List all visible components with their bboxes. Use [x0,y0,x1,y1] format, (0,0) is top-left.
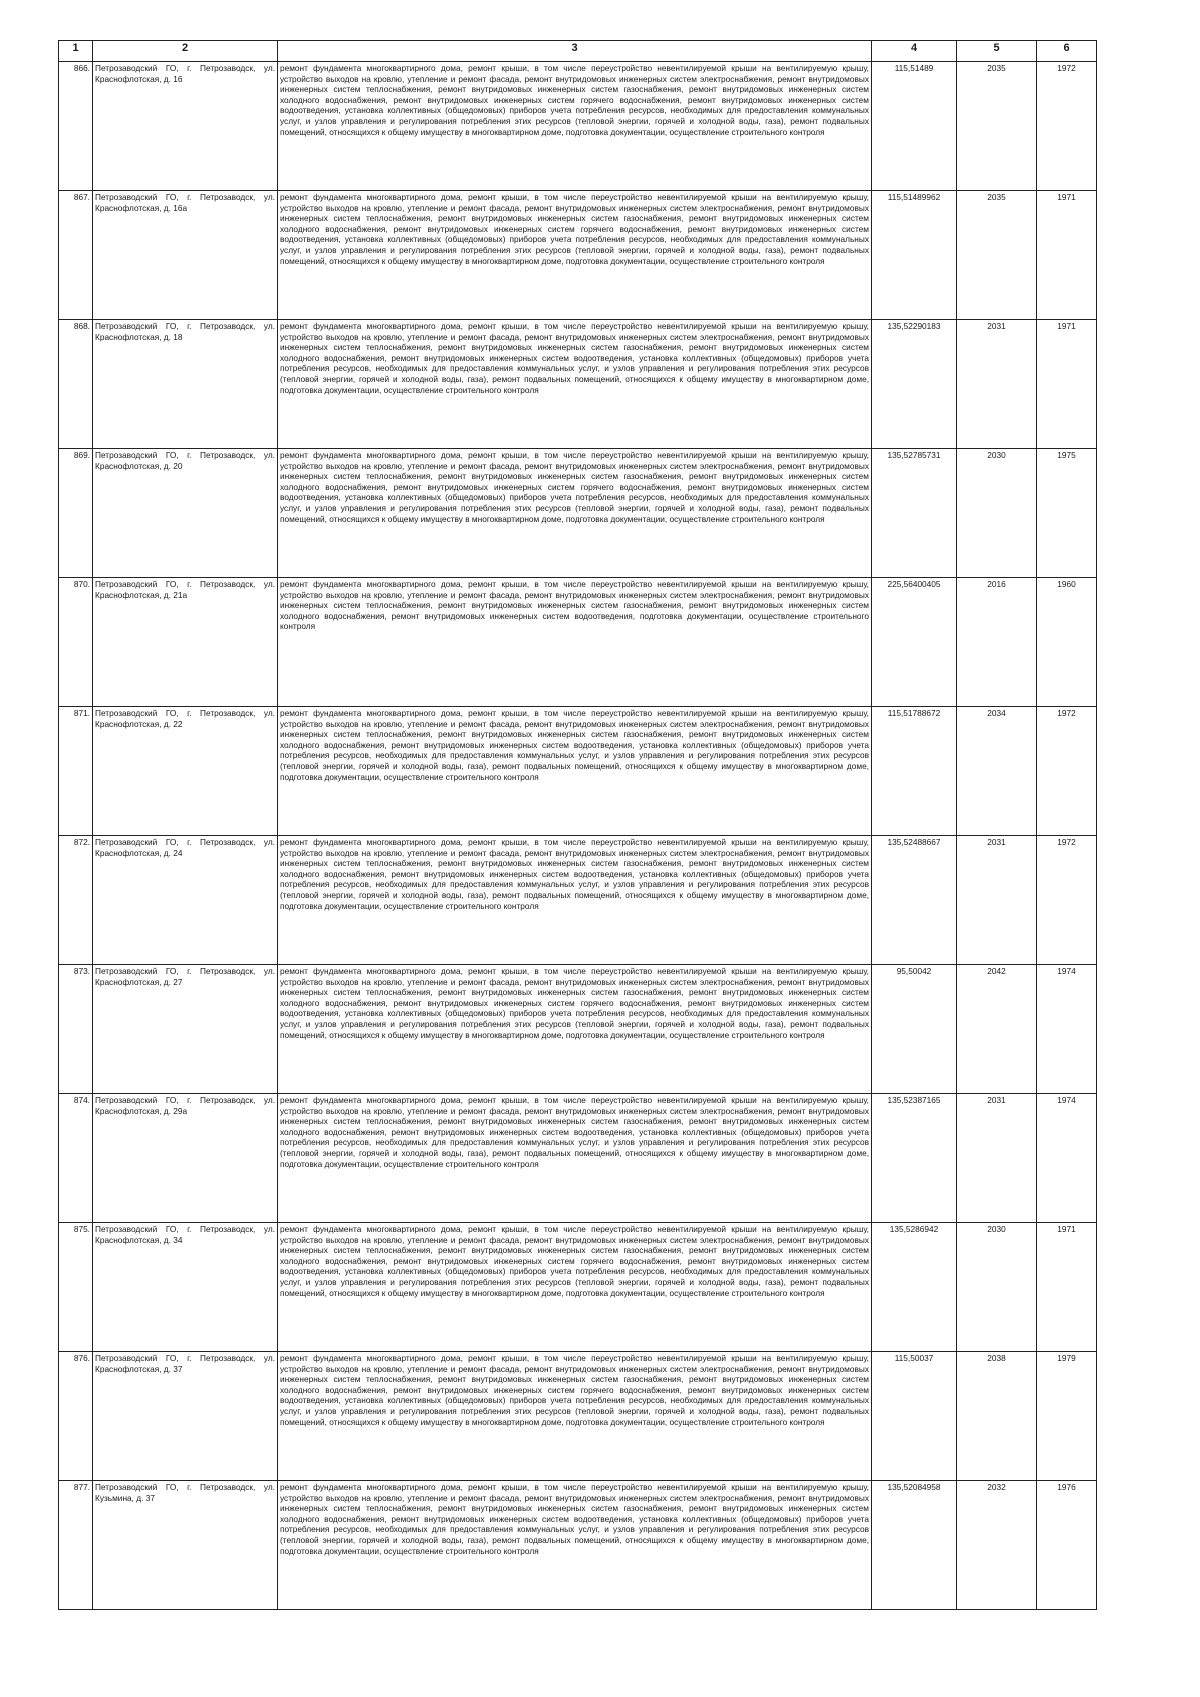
table-row [59,1223,1097,1352]
cost-cell: 225,56400405 [872,578,957,707]
cost-cell: 135,5286942 [872,1223,957,1352]
cost-cell: 135,52488667 [872,836,957,965]
col-header-3: 3 [278,41,872,62]
row-number: 868. [59,320,93,449]
col-header-1: 1 [59,41,93,62]
works-cell: ремонт фундамента многоквартирного дома, ремонт крыши, в том числе переустройство невентилируемой крыши на вентилируемую крышу, устройство выходов на кровлю, утепление и ремонт фасада, ремонт внутридомовых инженерных систем электроснабжения, ремонт внутридомовых инженерных систем теплоснабжения, ремонт внутридомовых инженерных систем газоснабжения, ремонт внутридомовых инженерных систем холодного водоснабжения, ремонт внутридомовых инженерных систем водоотведения, установка коллективных (общедомовых) приборов учета потребления ресурсов, необходимых для предоставления коммунальных услуг, и узлов управления и регулирования потребления этих ресурсов (тепловой энергии, горячей и холодной воды, газа), ремонт подвальных помещений, относящихся к общему имуществу в многоквартирном доме, подготовка документации, осуществление строительного контроля [278,836,872,965]
works-cell: ремонт фундамента многоквартирного дома, ремонт крыши, в том числе переустройство невентилируемой крыши на вентилируемую крышу, устройство выходов на кровлю, утепление и ремонт фасада, ремонт внутридомовых инженерных систем электроснабжения, ремонт внутридомовых инженерных систем теплоснабжения, ремонт внутридомовых инженерных систем газоснабжения, ремонт внутридомовых инженерных систем холодного водоснабжения, ремонт внутридомовых инженерных систем водоотведения, установка коллективных (общедомовых) приборов учета потребления ресурсов, необходимых для предоставления коммунальных услуг, и узлов управления и регулирования потребления этих ресурсов (тепловой энергии, горячей и холодной воды, газа), ремонт подвальных помещений, относящихся к общему имуществу в многоквартирном доме, подготовка документации, осуществление строительного контроля [278,320,872,449]
row-number: 873. [59,965,93,1094]
cost-cell: 115,51489 [872,62,957,191]
construction-year-cell: 1971 [1037,320,1097,449]
works-cell: ремонт фундамента многоквартирного дома, ремонт крыши, в том числе переустройство невентилируемой крыши на вентилируемую крышу, устройство выходов на кровлю, утепление и ремонт фасада, ремонт внутридомовых инженерных систем электроснабжения, ремонт внутридомовых инженерных систем теплоснабжения, ремонт внутридомовых инженерных систем газоснабжения, ремонт внутридомовых инженерных систем холодного водоснабжения, ремонт внутридомовых инженерных систем горячего водоснабжения, ремонт внутридомовых инженерных систем водоотведения, установка коллективных (общедомовых) приборов учета потребления ресурсов, необходимых для предоставления коммунальных услуг, и узлов управления и регулирования потребления этих ресурсов (тепловой энергии, горячей и холодной воды, газа), ремонт подвальных помещений, относящихся к общему имуществу в многоквартирном доме, подготовка документации, осуществление строительного контроля [278,965,872,1094]
cost-cell: 115,50037 [872,1352,957,1481]
table-row [59,1094,1097,1223]
table-row [59,1481,1097,1610]
address-cell: Петрозаводский ГО, г. Петрозаводск, ул. Краснофлотская, д. 16а [93,191,278,320]
cost-cell: 135,52387165 [872,1094,957,1223]
row-number: 876. [59,1352,93,1481]
construction-year-cell: 1976 [1037,1481,1097,1610]
row-number: 866. [59,62,93,191]
construction-year-cell: 1971 [1037,1223,1097,1352]
table-row [59,836,1097,965]
address-cell: Петрозаводский ГО, г. Петрозаводск, ул. Краснофлотская, д. 27 [93,965,278,1094]
construction-year-cell: 1975 [1037,449,1097,578]
planned-year-cell: 2034 [957,707,1037,836]
address-cell: Петрозаводский ГО, г. Петрозаводск, ул. Краснофлотская, д. 29а [93,1094,278,1223]
works-cell: ремонт фундамента многоквартирного дома, ремонт крыши, в том числе переустройство невентилируемой крыши на вентилируемую крышу, устройство выходов на кровлю, утепление и ремонт фасада, ремонт внутридомовых инженерных систем электроснабжения, ремонт внутридомовых инженерных систем теплоснабжения, ремонт внутридомовых инженерных систем газоснабжения, ремонт внутридомовых инженерных систем холодного водоснабжения, ремонт внутридомовых инженерных систем водоотведения, установка коллективных (общедомовых) приборов учета потребления ресурсов, необходимых для предоставления коммунальных услуг, и узлов управления и регулирования потребления этих ресурсов (тепловой энергии, горячей и холодной воды, газа), ремонт подвальных помещений, относящихся к общему имуществу в многоквартирном доме, подготовка документации, осуществление строительного контроля [278,1094,872,1223]
table-row [59,320,1097,449]
planned-year-cell: 2038 [957,1352,1037,1481]
construction-year-cell: 1972 [1037,836,1097,965]
address-cell: Петрозаводский ГО, г. Петрозаводск, ул. Краснофлотская, д. 24 [93,836,278,965]
row-number: 874. [59,1094,93,1223]
cost-cell: 115,51489962 [872,191,957,320]
repair-program-table [58,40,1097,1610]
planned-year-cell: 2035 [957,62,1037,191]
cost-cell: 95,50042 [872,965,957,1094]
planned-year-cell: 2016 [957,578,1037,707]
cost-cell: 115,51788672 [872,707,957,836]
row-number: 877. [59,1481,93,1610]
works-cell: ремонт фундамента многоквартирного дома, ремонт крыши, в том числе переустройство невентилируемой крыши на вентилируемую крышу, устройство выходов на кровлю, утепление и ремонт фасада, ремонт внутридомовых инженерных систем электроснабжения, ремонт внутридомовых инженерных систем теплоснабжения, ремонт внутридомовых инженерных систем газоснабжения, ремонт внутридомовых инженерных систем холодного водоснабжения, ремонт внутридомовых инженерных систем горячего водоснабжения, ремонт внутридомовых инженерных систем водоотведения, установка коллективных (общедомовых) приборов учета потребления ресурсов, необходимых для предоставления коммунальных услуг, и узлов управления и регулирования потребления этих ресурсов (тепловой энергии, горячей и холодной воды, газа), ремонт подвальных помещений, относящихся к общему имуществу в многоквартирном доме, подготовка документации, осуществление строительного контроля [278,191,872,320]
works-cell: ремонт фундамента многоквартирного дома, ремонт крыши, в том числе переустройство невентилируемой крыши на вентилируемую крышу, устройство выходов на кровлю, утепление и ремонт фасада, ремонт внутридомовых инженерных систем электроснабжения, ремонт внутридомовых инженерных систем теплоснабжения, ремонт внутридомовых инженерных систем газоснабжения, ремонт внутридомовых инженерных систем холодного водоснабжения, ремонт внутридомовых инженерных систем водоотведения, подготовка документации, осуществление строительного контроля [278,578,872,707]
works-cell: ремонт фундамента многоквартирного дома, ремонт крыши, в том числе переустройство невентилируемой крыши на вентилируемую крышу, устройство выходов на кровлю, утепление и ремонт фасада, ремонт внутридомовых инженерных систем электроснабжения, ремонт внутридомовых инженерных систем теплоснабжения, ремонт внутридомовых инженерных систем газоснабжения, ремонт внутридомовых инженерных систем холодного водоснабжения, ремонт внутридомовых инженерных систем горячего водоснабжения, ремонт внутридомовых инженерных систем водоотведения, установка коллективных (общедомовых) приборов учета потребления ресурсов, необходимых для предоставления коммунальных услуг, и узлов управления и регулирования потребления этих ресурсов (тепловой энергии, горячей и холодной воды, газа), ремонт подвальных помещений, относящихся к общему имуществу в многоквартирном доме, подготовка документации, осуществление строительного контроля [278,1352,872,1481]
construction-year-cell: 1972 [1037,707,1097,836]
address-cell: Петрозаводский ГО, г. Петрозаводск, ул. Краснофлотская, д. 21а [93,578,278,707]
row-number: 872. [59,836,93,965]
planned-year-cell: 2031 [957,1094,1037,1223]
works-cell: ремонт фундамента многоквартирного дома, ремонт крыши, в том числе переустройство невентилируемой крыши на вентилируемую крышу, устройство выходов на кровлю, утепление и ремонт фасада, ремонт внутридомовых инженерных систем электроснабжения, ремонт внутридомовых инженерных систем теплоснабжения, ремонт внутридомовых инженерных систем газоснабжения, ремонт внутридомовых инженерных систем холодного водоснабжения, ремонт внутридомовых инженерных систем горячего водоснабжения, ремонт внутридомовых инженерных систем водоотведения, установка коллективных (общедомовых) приборов учета потребления ресурсов, необходимых для предоставления коммунальных услуг, и узлов управления и регулирования потребления этих ресурсов (тепловой энергии, горячей и холодной воды, газа), ремонт подвальных помещений, относящихся к общему имуществу в многоквартирном доме, подготовка документации, осуществление строительного контроля [278,449,872,578]
cost-cell: 135,52084958 [872,1481,957,1610]
row-number: 869. [59,449,93,578]
address-cell: Петрозаводский ГО, г. Петрозаводск, ул. Кузьмина, д. 37 [93,1481,278,1610]
row-number: 875. [59,1223,93,1352]
address-cell: Петрозаводский ГО, г. Петрозаводск, ул. Краснофлотская, д. 16 [93,62,278,191]
construction-year-cell: 1960 [1037,578,1097,707]
planned-year-cell: 2030 [957,449,1037,578]
col-header-4: 4 [872,41,957,62]
construction-year-cell: 1972 [1037,62,1097,191]
planned-year-cell: 2042 [957,965,1037,1094]
works-cell: ремонт фундамента многоквартирного дома, ремонт крыши, в том числе переустройство невентилируемой крыши на вентилируемую крышу, устройство выходов на кровлю, утепление и ремонт фасада, ремонт внутридомовых инженерных систем электроснабжения, ремонт внутридомовых инженерных систем теплоснабжения, ремонт внутридомовых инженерных систем газоснабжения, ремонт внутридомовых инженерных систем холодного водоснабжения, ремонт внутридомовых инженерных систем водоотведения, установка коллективных (общедомовых) приборов учета потребления ресурсов, необходимых для предоставления коммунальных услуг, и узлов управления и регулирования потребления этих ресурсов (тепловой энергии, горячей и холодной воды, газа), ремонт подвальных помещений, относящихся к общему имуществу в многоквартирном доме, подготовка документации, осуществление строительного контроля [278,707,872,836]
planned-year-cell: 2035 [957,191,1037,320]
address-cell: Петрозаводский ГО, г. Петрозаводск, ул. Краснофлотская, д. 37 [93,1352,278,1481]
table-row [59,965,1097,1094]
cost-cell: 135,52785731 [872,449,957,578]
works-cell: ремонт фундамента многоквартирного дома, ремонт крыши, в том числе переустройство невентилируемой крыши на вентилируемую крышу, устройство выходов на кровлю, утепление и ремонт фасада, ремонт внутридомовых инженерных систем электроснабжения, ремонт внутридомовых инженерных систем теплоснабжения, ремонт внутридомовых инженерных систем газоснабжения, ремонт внутридомовых инженерных систем холодного водоснабжения, ремонт внутридомовых инженерных систем водоотведения, установка коллективных (общедомовых) приборов учета потребления ресурсов, необходимых для предоставления коммунальных услуг, и узлов управления и регулирования потребления этих ресурсов (тепловой энергии, горячей и холодной воды, газа), ремонт подвальных помещений, относящихся к общему имуществу в многоквартирном доме, подготовка документации, осуществление строительного контроля [278,1481,872,1610]
address-cell: Петрозаводский ГО, г. Петрозаводск, ул. Краснофлотская, д. 20 [93,449,278,578]
header-row [59,41,1097,62]
construction-year-cell: 1974 [1037,965,1097,1094]
col-header-5: 5 [957,41,1037,62]
table-row [59,578,1097,707]
construction-year-cell: 1971 [1037,191,1097,320]
address-cell: Петрозаводский ГО, г. Петрозаводск, ул. Краснофлотская, д. 34 [93,1223,278,1352]
row-number: 871. [59,707,93,836]
table-row [59,62,1097,191]
works-cell: ремонт фундамента многоквартирного дома, ремонт крыши, в том числе переустройство невентилируемой крыши на вентилируемую крышу, устройство выходов на кровлю, утепление и ремонт фасада, ремонт внутридомовых инженерных систем электроснабжения, ремонт внутридомовых инженерных систем теплоснабжения, ремонт внутридомовых инженерных систем газоснабжения, ремонт внутридомовых инженерных систем холодного водоснабжения, ремонт внутридомовых инженерных систем горячего водоснабжения, ремонт внутридомовых инженерных систем водоотведения, установка коллективных (общедомовых) приборов учета потребления ресурсов, необходимых для предоставления коммунальных услуг, и узлов управления и регулирования потребления этих ресурсов (тепловой энергии, горячей и холодной воды, газа), ремонт подвальных помещений, относящихся к общему имуществу в многоквартирном доме, подготовка документации, осуществление строительного контроля [278,62,872,191]
planned-year-cell: 2031 [957,836,1037,965]
table-row [59,449,1097,578]
table-row [59,191,1097,320]
cost-cell: 135,52290183 [872,320,957,449]
col-header-2: 2 [93,41,278,62]
planned-year-cell: 2031 [957,320,1037,449]
construction-year-cell: 1979 [1037,1352,1097,1481]
works-cell: ремонт фундамента многоквартирного дома, ремонт крыши, в том числе переустройство невентилируемой крыши на вентилируемую крышу, устройство выходов на кровлю, утепление и ремонт фасада, ремонт внутридомовых инженерных систем электроснабжения, ремонт внутридомовых инженерных систем теплоснабжения, ремонт внутридомовых инженерных систем газоснабжения, ремонт внутридомовых инженерных систем холодного водоснабжения, ремонт внутридомовых инженерных систем горячего водоснабжения, ремонт внутридомовых инженерных систем водоотведения, установка коллективных (общедомовых) приборов учета потребления ресурсов, необходимых для предоставления коммунальных услуг, и узлов управления и регулирования потребления этих ресурсов (тепловой энергии, горячей и холодной воды, газа), ремонт подвальных помещений, относящихся к общему имуществу в многоквартирном доме, подготовка документации, осуществление строительного контроля [278,1223,872,1352]
table-row [59,1352,1097,1481]
row-number: 867. [59,191,93,320]
construction-year-cell: 1974 [1037,1094,1097,1223]
row-number: 870. [59,578,93,707]
col-header-6: 6 [1037,41,1097,62]
address-cell: Петрозаводский ГО, г. Петрозаводск, ул. Краснофлотская, д. 18 [93,320,278,449]
planned-year-cell: 2030 [957,1223,1037,1352]
planned-year-cell: 2032 [957,1481,1037,1610]
address-cell: Петрозаводский ГО, г. Петрозаводск, ул. Краснофлотская, д. 22 [93,707,278,836]
table-row [59,707,1097,836]
